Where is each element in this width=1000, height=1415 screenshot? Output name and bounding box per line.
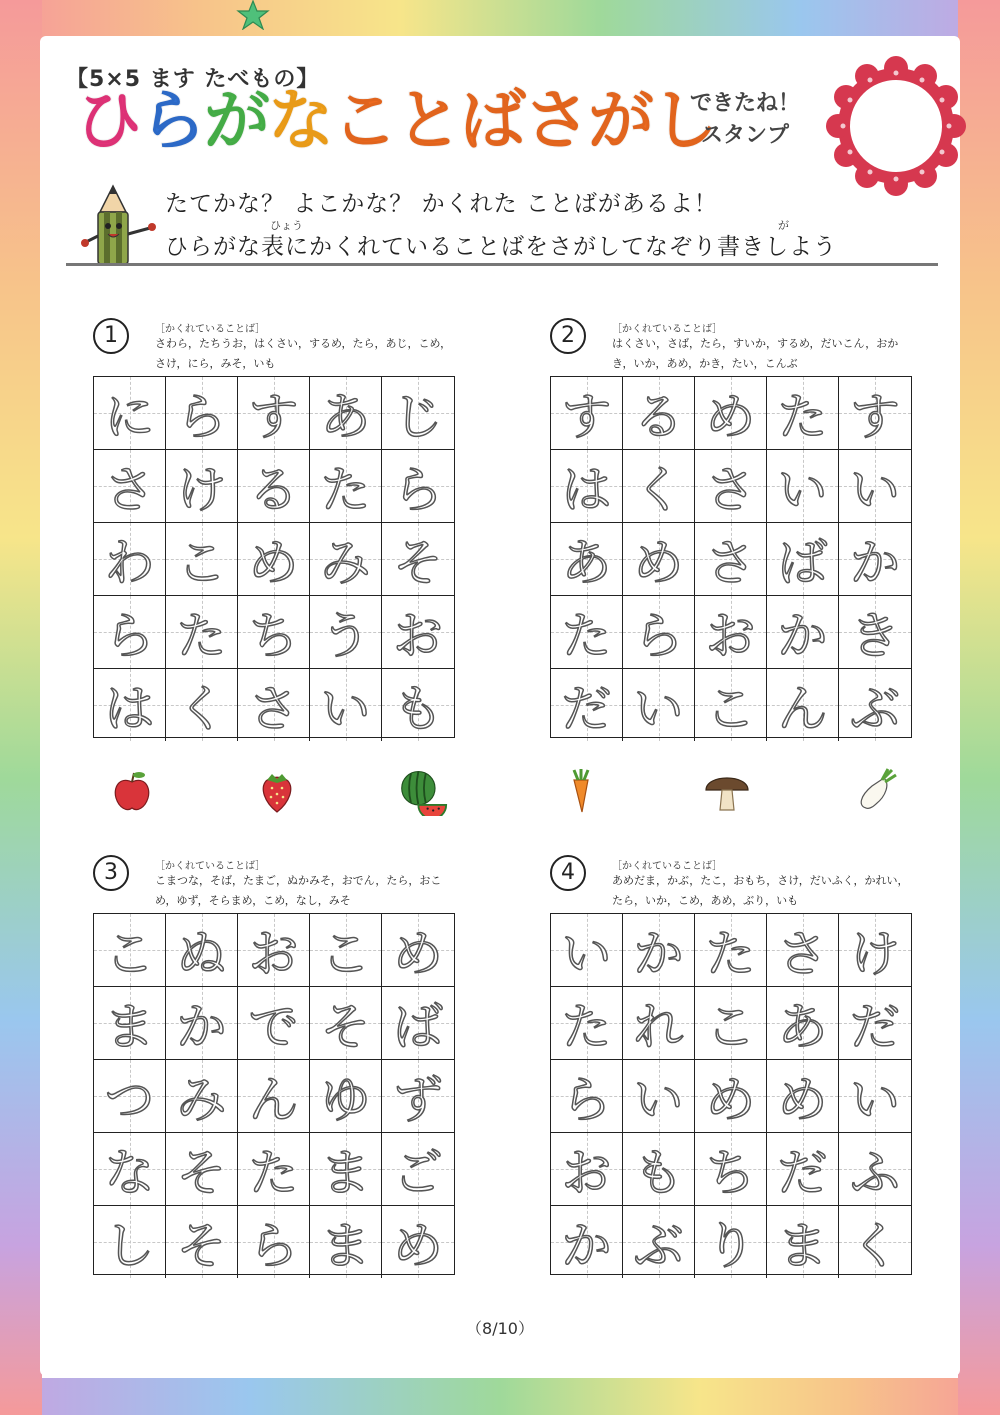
grid-character: だ: [777, 1144, 828, 1202]
hidden-words-label: ［かくれていることば］: [155, 324, 266, 335]
grid-character: つ: [104, 1071, 155, 1129]
grid-character: き: [850, 607, 900, 665]
grid-cell[interactable]: [551, 523, 623, 596]
grid-cell[interactable]: [94, 1133, 166, 1206]
grid-character: た: [320, 461, 371, 519]
hidden-words-label: ［かくれていることば］: [612, 861, 723, 872]
grid-cell[interactable]: [695, 450, 767, 523]
grid-cell[interactable]: [767, 669, 839, 741]
grid-character: い: [561, 925, 612, 983]
grid-character: さ: [248, 680, 299, 738]
grid-character: す: [850, 388, 900, 446]
grid-cell[interactable]: [551, 1060, 623, 1133]
grid-cell[interactable]: [94, 914, 166, 987]
grid-cell[interactable]: [238, 1060, 310, 1133]
grid-character: く: [176, 680, 227, 738]
grid-character: め: [633, 534, 684, 592]
grid-character: そ: [176, 1217, 227, 1275]
grid-character: る: [248, 461, 299, 519]
grid-cell[interactable]: [623, 914, 695, 987]
grid-character: こ: [705, 680, 756, 738]
grid-cell[interactable]: [551, 987, 623, 1060]
grid-character: ず: [393, 1071, 443, 1129]
grid-character: す: [248, 388, 299, 446]
hidden-words-list: はくさい，さば，たら，すいか，するめ，だいこん，おかき，いか，あめ，かき，たい，こんぶ: [612, 337, 899, 370]
grid-cell[interactable]: [310, 1133, 382, 1206]
grid-cell[interactable]: [382, 1060, 454, 1133]
hidden-words-label: ［かくれていることば］: [612, 324, 723, 335]
grid-cell[interactable]: [551, 669, 623, 741]
grid-cell[interactable]: [551, 1133, 623, 1206]
grid-cell[interactable]: [695, 669, 767, 741]
grid-character: め: [393, 1217, 443, 1275]
grid-character: め: [705, 1071, 756, 1129]
grid-cell[interactable]: [623, 669, 695, 741]
grid-cell[interactable]: [310, 669, 382, 741]
grid-character: ら: [176, 388, 227, 446]
grid-character: め: [393, 925, 443, 983]
grid-character: い: [850, 461, 900, 519]
grid-cell[interactable]: [238, 377, 310, 450]
grid-character: め: [248, 534, 299, 592]
grid-character: す: [561, 388, 612, 446]
grid-cell[interactable]: [166, 987, 238, 1060]
grid-character: い: [633, 1071, 684, 1129]
grid-character: お: [248, 925, 299, 983]
grid-character: り: [705, 1217, 756, 1275]
grid-character: あ: [320, 388, 371, 446]
grid-character: か: [633, 925, 684, 983]
grid-cell[interactable]: [166, 914, 238, 987]
grid-character: は: [104, 680, 155, 738]
grid-character: ら: [561, 1071, 612, 1129]
grid-cell[interactable]: [94, 377, 166, 450]
grid-character: た: [176, 607, 227, 665]
grid-character: ち: [705, 1144, 756, 1202]
grid-cell[interactable]: [382, 914, 454, 987]
stamp-flower-icon: [826, 56, 966, 196]
grid-cell[interactable]: [166, 1060, 238, 1133]
grid-cell[interactable]: [310, 914, 382, 987]
grid-cell[interactable]: [382, 377, 454, 450]
grid-cell[interactable]: [166, 1206, 238, 1278]
grid-cell[interactable]: [238, 914, 310, 987]
worksheet-category: 【5×5 ます たべもの】: [66, 67, 320, 92]
grid-cell[interactable]: [839, 669, 911, 741]
grid-cell[interactable]: [382, 669, 454, 741]
grid-cell[interactable]: [695, 523, 767, 596]
page-number: （8/10）: [466, 1319, 534, 1338]
letter-grid: [93, 913, 455, 1275]
grid-cell[interactable]: [166, 1133, 238, 1206]
hidden-words-list: あめだま，かぶ，たこ，おもち，さけ，だいふく，かれい，たら，いか，こめ，あめ，ぶり，いも: [612, 874, 909, 907]
grid-character: こ: [320, 925, 371, 983]
grid-character: め: [777, 1071, 828, 1129]
grid-character: ご: [393, 1144, 443, 1202]
grid-character: う: [320, 607, 371, 665]
grid-cell[interactable]: [238, 1206, 310, 1278]
grid-cell[interactable]: [382, 1133, 454, 1206]
grid-character: く: [633, 461, 684, 519]
grid-cell[interactable]: [695, 1133, 767, 1206]
apple-icon: [107, 766, 157, 816]
grid-character: そ: [320, 998, 371, 1056]
grid-character: は: [561, 461, 612, 519]
watermelon-icon: [398, 766, 448, 816]
instruction-line-1: たてかな？ よこかな？ かくれた ことばがあるよ！: [165, 191, 718, 217]
letter-grid: [550, 376, 912, 738]
grid-cell[interactable]: [839, 1206, 911, 1278]
grid-character: お: [705, 607, 756, 665]
grid-character: み: [176, 1071, 227, 1129]
ruby-hyou: ひょう: [270, 219, 303, 232]
grid-cell[interactable]: [767, 1133, 839, 1206]
grid-cell[interactable]: [382, 450, 454, 523]
grid-cell[interactable]: [310, 987, 382, 1060]
grid-character: た: [248, 1144, 299, 1202]
grid-character: お: [393, 607, 443, 665]
grid-character: ば: [393, 998, 443, 1056]
grid-character: さ: [104, 461, 155, 519]
star-icon: [236, 0, 270, 30]
instruction-line-2: ひらがな表にかくれていることばをさがしてなぞり書きしよう: [165, 234, 837, 260]
carrot-icon: [556, 766, 606, 816]
grid-character: ら: [248, 1217, 299, 1275]
mushroom-icon: [702, 766, 752, 816]
worksheet-title: [76, 82, 716, 159]
grid-cell[interactable]: [166, 450, 238, 523]
grid-cell[interactable]: [238, 1133, 310, 1206]
grid-character: ぶ: [850, 680, 900, 738]
grid-character: な: [104, 1144, 155, 1202]
grid-cell[interactable]: [310, 596, 382, 669]
title-hiragana: ひらがな: [76, 82, 332, 159]
grid-character: ま: [320, 1144, 371, 1202]
grid-character: い: [777, 461, 828, 519]
grid-character: さ: [705, 534, 756, 592]
grid-cell[interactable]: [310, 1060, 382, 1133]
grid-cell[interactable]: [382, 523, 454, 596]
grid-cell[interactable]: [94, 1206, 166, 1278]
title-kotobasagashi: ことばさがし: [332, 82, 716, 159]
grid-character: そ: [176, 1144, 227, 1202]
grid-character: こ: [705, 998, 756, 1056]
grid-character: る: [633, 388, 684, 446]
grid-cell[interactable]: [551, 1206, 623, 1278]
grid-character: こ: [104, 925, 155, 983]
grid-cell[interactable]: [94, 596, 166, 669]
grid-character: ら: [633, 607, 684, 665]
grid-character: ち: [248, 607, 299, 665]
grid-cell[interactable]: [623, 1133, 695, 1206]
grid-cell[interactable]: [238, 669, 310, 741]
puzzle-number: 4: [550, 855, 586, 891]
grid-cell[interactable]: [767, 450, 839, 523]
grid-cell[interactable]: [695, 1206, 767, 1278]
grid-cell[interactable]: [382, 596, 454, 669]
grid-character: ぬ: [176, 925, 227, 983]
grid-cell[interactable]: [551, 914, 623, 987]
grid-character: た: [561, 998, 612, 1056]
grid-cell[interactable]: [839, 914, 911, 987]
grid-character: も: [633, 1144, 684, 1202]
grid-cell[interactable]: [767, 987, 839, 1060]
grid-cell[interactable]: [238, 450, 310, 523]
grid-character: さ: [705, 461, 756, 519]
puzzle-number: 3: [93, 855, 129, 891]
grid-character: ん: [248, 1071, 299, 1129]
grid-character: れ: [633, 998, 684, 1056]
grid-cell[interactable]: [767, 377, 839, 450]
grid-cell[interactable]: [166, 669, 238, 741]
grid-cell[interactable]: [839, 523, 911, 596]
grid-cell[interactable]: [839, 450, 911, 523]
grid-character: お: [561, 1144, 612, 1202]
grid-cell[interactable]: [695, 1060, 767, 1133]
grid-cell[interactable]: [623, 377, 695, 450]
grid-character: じ: [393, 388, 443, 446]
grid-cell[interactable]: [695, 914, 767, 987]
letter-grid: [550, 913, 912, 1275]
grid-character: く: [850, 1217, 900, 1275]
grid-cell[interactable]: [767, 523, 839, 596]
grid-cell[interactable]: [238, 987, 310, 1060]
daikon-icon: [850, 766, 900, 816]
pencil-character-icon: [78, 184, 164, 270]
grid-character: い: [320, 680, 371, 738]
grid-cell[interactable]: [551, 450, 623, 523]
grid-character: あ: [777, 998, 828, 1056]
grid-cell[interactable]: [695, 377, 767, 450]
grid-character: ば: [777, 534, 828, 592]
grid-cell[interactable]: [310, 1206, 382, 1278]
grid-character: で: [248, 998, 299, 1056]
grid-cell[interactable]: [839, 1133, 911, 1206]
strawberry-icon: [252, 766, 302, 816]
puzzle-number: 1: [93, 318, 129, 354]
hidden-words-list: さわら，たちうお，はくさい，するめ，たら，あじ，こめ，さけ，にら，みそ，いも: [155, 337, 452, 370]
grid-character: ゆ: [320, 1071, 371, 1129]
grid-cell[interactable]: [94, 1060, 166, 1133]
grid-character: み: [320, 534, 371, 592]
grid-cell[interactable]: [551, 596, 623, 669]
grid-character: さ: [777, 925, 828, 983]
grid-cell[interactable]: [695, 596, 767, 669]
grid-character: か: [850, 534, 900, 592]
grid-character: ふ: [850, 1144, 900, 1202]
ruby-ga: が: [778, 219, 789, 232]
grid-character: た: [705, 925, 756, 983]
grid-cell[interactable]: [382, 987, 454, 1060]
letter-grid: [93, 376, 455, 738]
grid-cell[interactable]: [310, 450, 382, 523]
grid-cell[interactable]: [310, 377, 382, 450]
grid-character: だ: [561, 680, 612, 738]
grid-cell[interactable]: [551, 377, 623, 450]
grid-cell[interactable]: [166, 377, 238, 450]
grid-cell[interactable]: [839, 377, 911, 450]
grid-character: だ: [850, 998, 900, 1056]
header-divider: [66, 263, 938, 266]
grid-character: あ: [561, 534, 612, 592]
grid-character: い: [633, 680, 684, 738]
grid-character: か: [176, 998, 227, 1056]
grid-character: か: [561, 1217, 612, 1275]
grid-cell[interactable]: [839, 1060, 911, 1133]
grid-cell[interactable]: [94, 987, 166, 1060]
grid-character: も: [393, 680, 443, 738]
grid-cell[interactable]: [623, 596, 695, 669]
grid-cell[interactable]: [310, 523, 382, 596]
grid-character: か: [777, 607, 828, 665]
grid-cell[interactable]: [623, 523, 695, 596]
grid-character: ん: [777, 680, 828, 738]
grid-cell[interactable]: [623, 1206, 695, 1278]
grid-cell[interactable]: [166, 523, 238, 596]
grid-character: こ: [176, 534, 227, 592]
grid-cell[interactable]: [695, 987, 767, 1060]
grid-character: ま: [320, 1217, 371, 1275]
grid-character: ぶ: [633, 1217, 684, 1275]
grid-cell[interactable]: [767, 596, 839, 669]
hidden-words-label: ［かくれていることば］: [155, 861, 266, 872]
grid-character: ら: [104, 607, 155, 665]
grid-character: そ: [393, 534, 443, 592]
grid-cell[interactable]: [839, 596, 911, 669]
grid-character: に: [104, 388, 155, 446]
puzzle-number: 2: [550, 318, 586, 354]
grid-character: し: [104, 1217, 155, 1275]
grid-cell[interactable]: [623, 1060, 695, 1133]
grid-cell[interactable]: [839, 987, 911, 1060]
grid-character: け: [850, 925, 900, 983]
stamp-label: できたね！ スタンプ: [690, 91, 801, 148]
grid-cell[interactable]: [238, 596, 310, 669]
grid-character: ま: [777, 1217, 828, 1275]
grid-character: ま: [104, 998, 155, 1056]
grid-character: た: [561, 607, 612, 665]
grid-cell[interactable]: [94, 450, 166, 523]
grid-cell[interactable]: [767, 914, 839, 987]
grid-character: わ: [104, 534, 155, 592]
grid-character: ら: [393, 461, 443, 519]
grid-cell[interactable]: [767, 1206, 839, 1278]
grid-cell[interactable]: [623, 450, 695, 523]
grid-character: た: [777, 388, 828, 446]
grid-character: い: [850, 1071, 900, 1129]
grid-cell[interactable]: [166, 596, 238, 669]
grid-cell[interactable]: [767, 1060, 839, 1133]
grid-character: め: [705, 388, 756, 446]
hidden-words-list: こまつな，そば，たまご，ぬかみそ，おでん，たら，おこめ，ゆず，そらまめ，こめ，なし，みそ: [155, 874, 442, 907]
grid-cell[interactable]: [238, 523, 310, 596]
grid-cell[interactable]: [382, 1206, 454, 1278]
grid-cell[interactable]: [94, 523, 166, 596]
grid-character: け: [176, 461, 227, 519]
grid-cell[interactable]: [623, 987, 695, 1060]
grid-cell[interactable]: [94, 669, 166, 741]
